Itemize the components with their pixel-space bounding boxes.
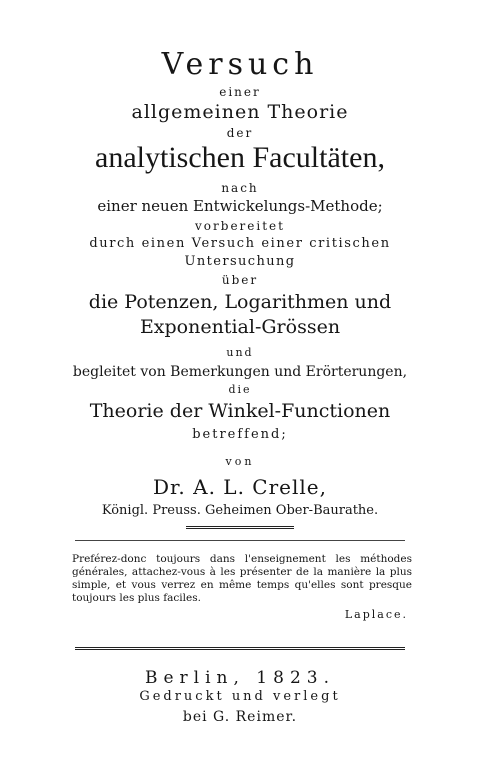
epigraph-attribution: Laplace. <box>344 608 408 621</box>
line-und: und <box>226 346 254 359</box>
imprint-publisher: bei G. Reimer. <box>182 709 298 725</box>
line-potenzen: die Potenzen, Logarithmen und <box>88 291 392 313</box>
author-title: Königl. Preuss. Geheimen Ober-Baurathe. <box>101 503 379 518</box>
line-die: die <box>228 383 252 396</box>
line-von: von <box>225 455 255 468</box>
line-analytischen-facultaeten: analytischen Facultäten, <box>95 141 385 174</box>
divider-top <box>75 540 405 541</box>
line-untersuchung: Untersuchung <box>184 254 296 269</box>
line-critischen: durch einen Versuch einer critischen <box>89 236 391 251</box>
epigraph-text: Preférez-donc toujours dans l'enseignement les méthodes générales, attachez-vous à les présenter de la manière la plus simple, et vous verrez en même temps qu'elles sont presque toujours les plus faciles. <box>72 553 412 604</box>
line-einer: einer <box>219 85 261 99</box>
line-der: der <box>226 126 254 140</box>
line-allgemeinen-theorie: allgemeinen Theorie <box>131 101 349 123</box>
divider-bottom <box>75 647 405 650</box>
line-exponential-groessen: Exponential-Grössen <box>139 316 341 338</box>
line-vorbereitet: vorbereitet <box>195 219 285 233</box>
line-ueber: über <box>221 273 259 287</box>
author-name: Dr. A. L. Crelle, <box>153 475 327 499</box>
title-versuch: Versuch <box>161 47 319 82</box>
ornamental-rule <box>186 526 294 529</box>
line-entwickelungs-methode: einer neuen Entwickelungs-Methode; <box>97 197 383 215</box>
line-winkel-functionen: Theorie der Winkel-Functionen <box>89 400 391 422</box>
line-betreffend: betreffend; <box>192 427 288 442</box>
line-nach: nach <box>221 181 259 195</box>
line-begleitet: begleitet von Bemerkungen und Erörterungen, <box>72 364 408 380</box>
imprint-printed: Gedruckt und verlegt <box>139 689 341 704</box>
imprint-place-year: Berlin, 1823. <box>145 668 335 688</box>
